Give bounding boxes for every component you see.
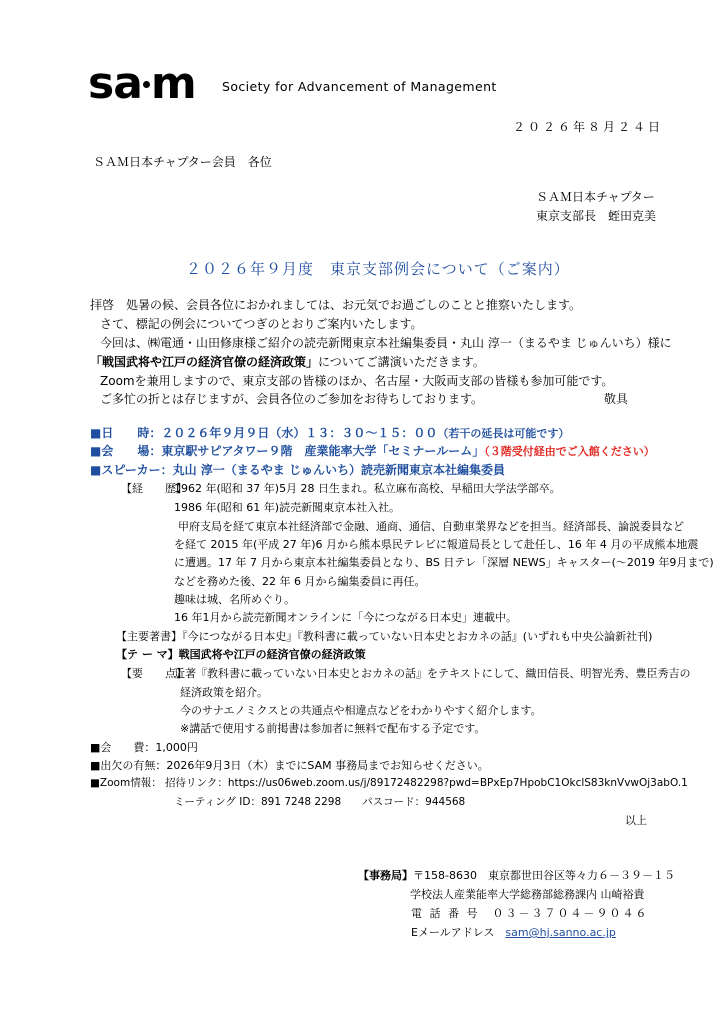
sender-org: ＳＡＭ日本チャプター	[536, 190, 655, 204]
career-line: に遭遇。17 年 7 月から東京本社編集委員となり、BS 日テレ「深層 NEWS」キャスター(～2019 年9月まで)	[174, 556, 714, 569]
document-title: ２０２６年９月度 東京支部例会について（ご案内）	[186, 260, 570, 278]
books-row: 【主要著書】『今につながる日本史』『教科書に載っていない日本史とおカネの話』(いずれも中央公論新社刊)	[116, 630, 653, 643]
summary-line: ※講話で使用する前掲書は参加者に無料で配布する予定です。	[180, 722, 486, 735]
office-email: Eメールアドレス sam@hj.sanno.ac.jp	[411, 926, 616, 939]
zoom-row: ■Zoom情報： 招待リンク：https://us06web.zoom.us/j/89172482298?pwd=BPxEp7HpobC1OkclS83knVvwOj3abO.1	[90, 777, 688, 789]
sam-logo: sa m	[88, 58, 196, 109]
career-line: 16 年1月から読売新聞オンラインに「今につながる日本史」連載中。	[174, 611, 517, 624]
summary-line: 近著『教科書に載っていない日本史とおカネの話』をテキストにして、織田信長、明智光秀、豊臣秀吉の	[174, 667, 691, 680]
zoom-invite-link[interactable]: https://us06web.zoom.us/j/89172482298?pwd=BPxEp7HpobC1OkclS83knVvwOj3abO.1	[227, 777, 688, 789]
recipient: ＳＡＭ日本チャプター会員 各位	[93, 155, 272, 169]
career-line: 甲府支局を経て東京本社経済部で金融、通商、通信、自動車業界などを担当。経済部長、論説委員など	[178, 520, 684, 533]
letter-line-1: 拝啓 処暑の候、会員各位におかれましては、お元気でお過ごしのことと推察いたします。	[90, 298, 582, 312]
sender-person: 東京支部長 蛭田克美	[536, 209, 657, 223]
letter-line-3: 今回は、㈱電通・山田修康様ご紹介の読売新聞東京本社編集委員・丸山 淳一（まるやま じゅんいち）様に	[100, 336, 672, 350]
career-line: 1962 年(昭和 37 年)5月 28 日生まれ。私立麻布高校、早稲田大学法学部卒。	[174, 482, 561, 495]
summary-label: 【要 点】	[121, 667, 187, 680]
summary-line: 経済政策を紹介。	[180, 686, 268, 699]
logo-dot	[143, 81, 150, 88]
career-line: 趣味は城、名所めぐり。	[174, 593, 295, 606]
zoom-meeting-row: ミーティング ID：891 7248 2298 パスコード：944568	[174, 796, 466, 808]
career-line: 1986 年(昭和 61 年)読売新聞東京本社入社。	[174, 501, 401, 514]
career-label: 【経 歴】	[121, 482, 187, 495]
office-org: 学校法人産業能率大学総務部総務課内 山崎裕貴	[410, 888, 645, 901]
detail-venue: ■会 場：東京駅サピアタワー９階 産業能率大学「セミナールーム」（３階受付経由でご入館ください）	[90, 444, 655, 458]
tagline: Society for Advancement of Management	[222, 79, 497, 94]
letter-line-4: 「戦国武将や江戸の経済官僚の経済政策」についてご講演いただきます。	[90, 355, 485, 369]
career-line: を経て 2015 年(平成 27 年)6 月から熊本県民テレビに報道局長として赴任し、16 年 4 月の平成熊本地震	[174, 538, 699, 551]
fee-row: ■会 費：1,000円	[90, 741, 198, 754]
end-mark: 以上	[625, 814, 647, 827]
letter-line-6: ご多忙の折とは存じますが、会員各位のご参加をお待ちしております。	[100, 392, 484, 406]
office-phone: 電 話 番 号 ０３－３７０４－９０４６	[411, 907, 649, 920]
letter-line-5: Zoomを兼用しますので、東京支部の皆様のほか、名古屋・大阪両支部の皆様も参加可能です。	[100, 374, 614, 388]
letter-closing: 敬具	[604, 392, 629, 406]
summary-line: 今のサナエノミクスとの共通点や相違点などをわかりやすく紹介します。	[180, 704, 542, 717]
career-line: などを務めた後、22 年 6 月から編集委員に再任。	[174, 575, 426, 588]
office-address: 【事務局】〒158-8630 東京都世田谷区等々力６－３９－１５	[358, 869, 675, 882]
letter-line-2: さて、標記の例会についてつぎのとおりご案内いたします。	[100, 317, 423, 331]
theme-row: 【テ ー マ】戦国武将や江戸の経済官僚の経済政策	[116, 648, 366, 661]
detail-date: ■日 時：２０２６年９月９日（水）１３：３０～１５：００（若干の延長は可能です）	[90, 426, 570, 440]
rsvp-row: ■出欠の有無：2026年9月3日（木）までにSAM 事務局までお知らせください。	[90, 759, 489, 772]
detail-speaker: ■スピーカー：丸山 淳一（まるやま じゅんいち）読売新聞東京本社編集委員	[90, 463, 505, 477]
letter-date: ２０２６年８月２４日	[513, 120, 664, 134]
email-link[interactable]: sam@hj.sanno.ac.jp	[505, 926, 616, 939]
